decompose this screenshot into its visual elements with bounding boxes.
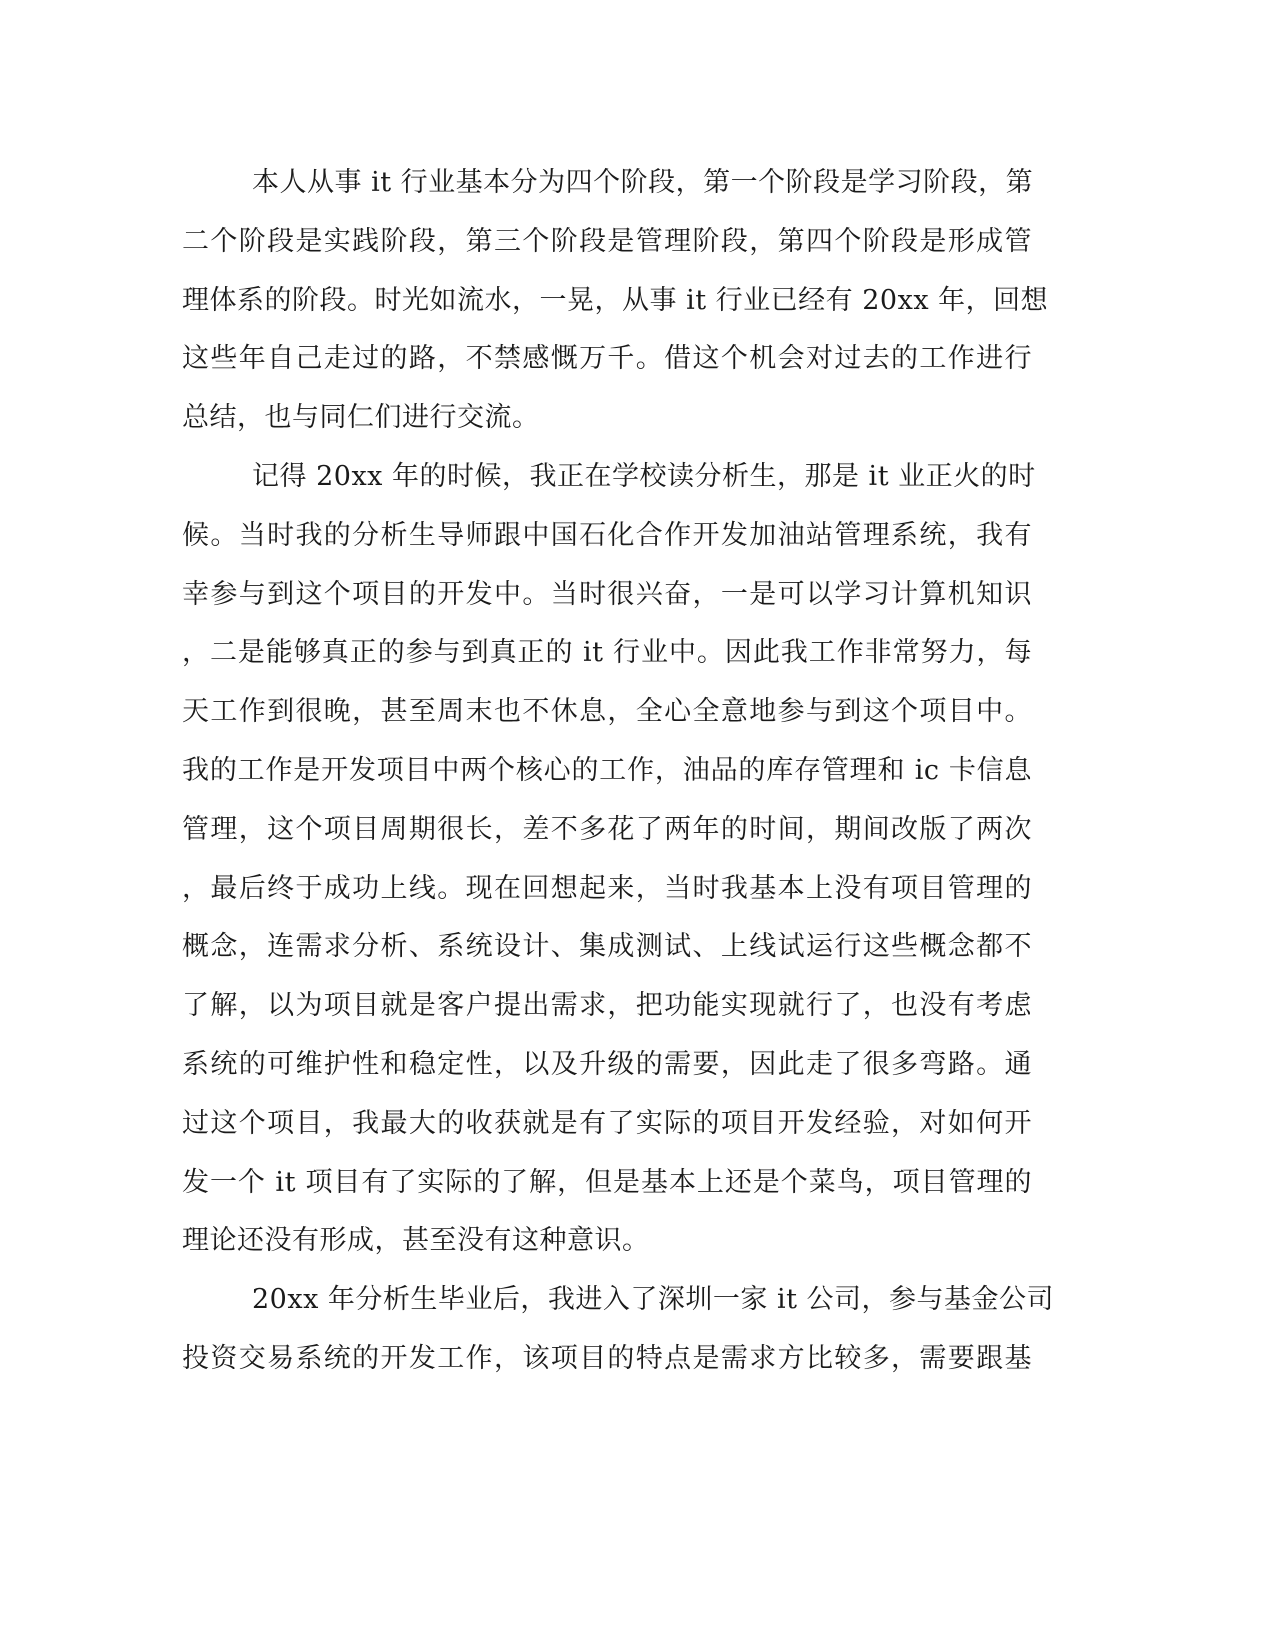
text-line: 发一个 it 项目有了实际的了解，但是基本上还是个菜鸟，项目管理的 [182,1166,1032,1198]
document-body [182,154,1055,1389]
text-line: 概念，连需求分析、系统设计、集成测试、上线试运行这些概念都不 [182,931,1032,963]
paragraph-3 [182,1271,1055,1389]
text-line: 20xx 年分析生毕业后，我进入了深圳一家 it 公司，参与基金公司 [252,1284,1055,1316]
paragraph-2 [182,448,1036,1271]
text-line: 二个阶段是实践阶段，第三个阶段是管理阶段，第四个阶段是形成管 [182,225,1032,257]
text-line: 了解，以为项目就是客户提出需求，把功能实现就行了，也没有考虑 [182,990,1032,1022]
text-line: 记得 20xx 年的时候，我正在学校读分析生，那是 it 业正火的时 [252,460,1036,492]
paragraph-1 [182,154,1049,448]
text-line: 我的工作是开发项目中两个核心的工作，油品的库存管理和 ic 卡信息 [182,754,1032,786]
text-line: 管理，这个项目周期很长，差不多花了两年的时间，期间改版了两次 [182,813,1032,845]
text-line: 这些年自己走过的路，不禁感慨万千。借这个机会对过去的工作进行 [182,343,1032,375]
text-line: 幸参与到这个项目的开发中。当时很兴奋，一是可以学习计算机知识 [182,578,1032,610]
text-line: 系统的可维护性和稳定性，以及升级的需要，因此走了很多弯路。通 [182,1048,1032,1080]
text-line: 理体系的阶段。时光如流水，一晃，从事 it 行业已经有 20xx 年，回想 [182,284,1049,316]
text-line: 总结，也与同仁们进行交流。 [182,402,540,434]
text-line: 过这个项目，我最大的收获就是有了实际的项目开发经验，对如何开 [182,1107,1032,1139]
text-line: 候。当时我的分析生导师跟中国石化合作开发加油站管理系统，我有 [182,519,1032,551]
text-line: ，二是能够真正的参与到真正的 it 行业中。因此我工作非常努力，每 [182,637,1032,669]
text-line: 理论还没有形成，甚至没有这种意识。 [182,1225,650,1257]
text-line: ，最后终于成功上线。现在回想起来，当时我基本上没有项目管理的 [182,872,1032,904]
text-line: 投资交易系统的开发工作，该项目的特点是需求方比较多，需要跟基 [182,1342,1032,1374]
text-line: 天工作到很晚，甚至周末也不休息，全心全意地参与到这个项目中。 [182,696,1032,728]
text-line: 本人从事 it 行业基本分为四个阶段，第一个阶段是学习阶段，第 [252,167,1034,198]
